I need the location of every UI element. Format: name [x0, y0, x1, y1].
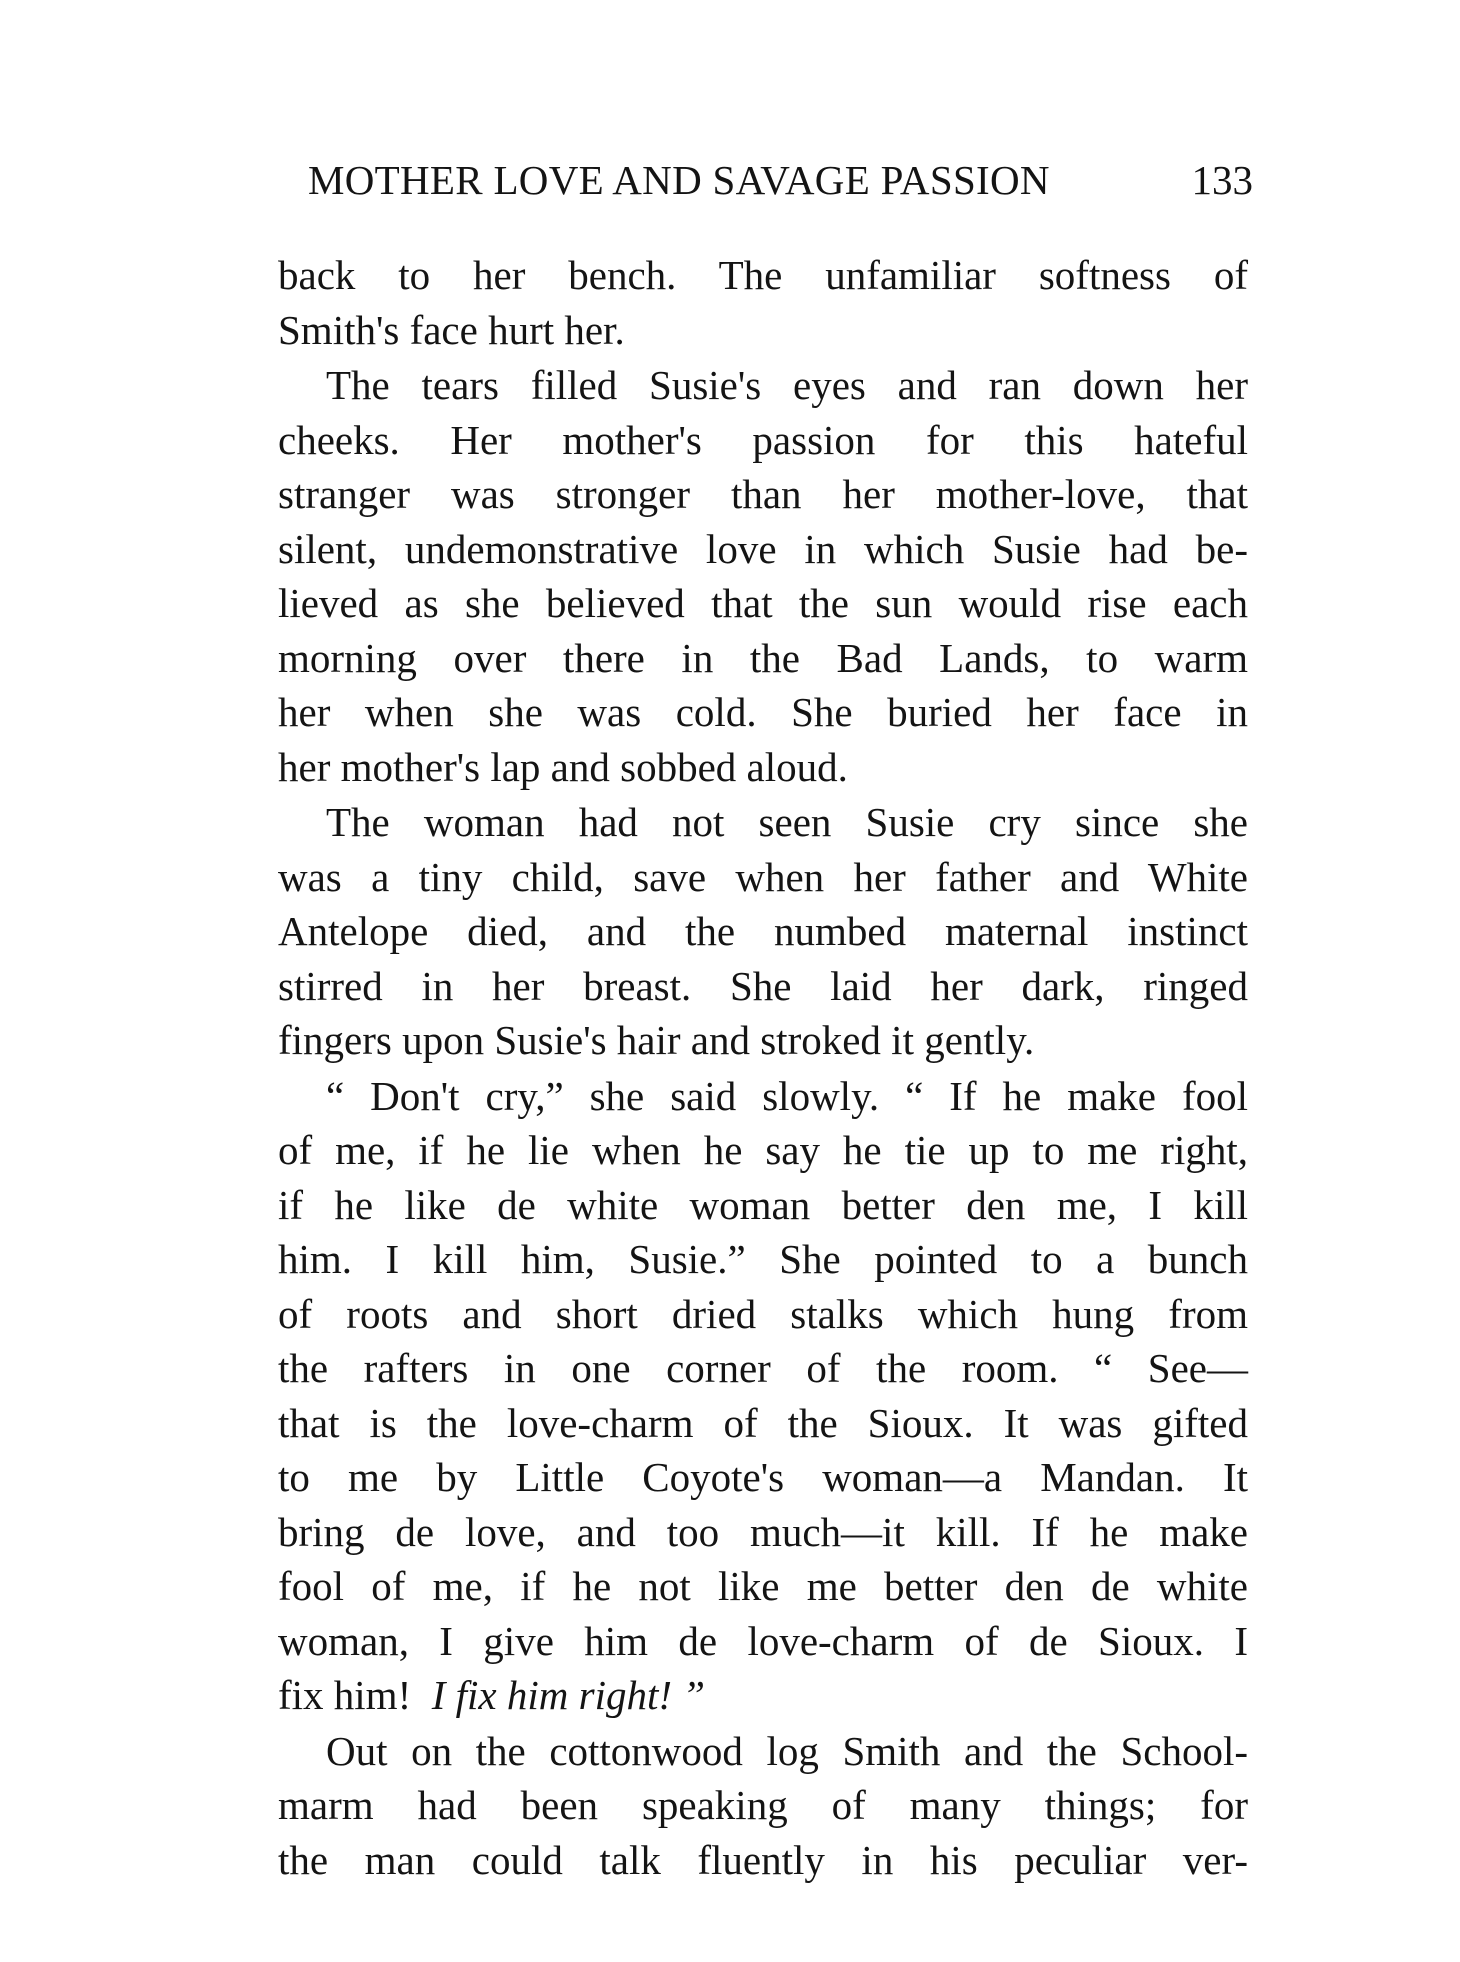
- text-line: morning over there in the Bad Lands, to warm: [278, 634, 1248, 681]
- page-number: 133: [1191, 157, 1253, 203]
- text-line: of me, if he lie when he say he tie up to me right,: [278, 1127, 1248, 1173]
- text-line: if he like de white woman better den me, I kill: [278, 1181, 1248, 1228]
- text-line: fingers upon Susie's hair and stroked it gently.: [278, 1017, 1035, 1063]
- text-line: Out on the cottonwood log Smith and the School-: [326, 1727, 1248, 1774]
- text-line: the rafters in one corner of the room. “ See—: [278, 1345, 1248, 1391]
- text-line: to me by Little Coyote's woman—a Mandan. It: [278, 1454, 1248, 1500]
- text-line: of roots and short dried stalks which hung from: [278, 1290, 1248, 1337]
- text-line: back to her bench. The unfamiliar softness of: [278, 252, 1248, 298]
- text-line: stranger was stronger than her mother-love, that: [278, 471, 1248, 517]
- running-title: MOTHER LOVE AND SAVAGE PASSION: [308, 157, 1050, 203]
- text-line: stirred in her breast. She laid her dark, ringed: [278, 962, 1248, 1009]
- text-line: Antelope died, and the numbed maternal instinct: [278, 908, 1248, 954]
- text-line: fool of me, if he not like me better den de white: [278, 1563, 1248, 1609]
- text-line: woman, I give him de love-charm of de Sioux. I: [278, 1617, 1248, 1664]
- text-line: cheeks. Her mother's passion for this hateful: [278, 416, 1248, 463]
- text-line: “ Don't cry,” she said slowly. “ If he make fool: [326, 1072, 1248, 1119]
- body-text: [278, 248, 1248, 1887]
- text-line: the man could talk fluently in his peculiar ver-: [278, 1836, 1248, 1883]
- text-line: Smith's face hurt her.: [278, 306, 625, 353]
- text-line: marm had been speaking of many things; for: [278, 1782, 1248, 1828]
- italic-text: I fix him right! ”: [431, 1672, 706, 1718]
- running-head: [308, 150, 1253, 210]
- text-line: was a tiny child, save when her father and White: [278, 853, 1248, 900]
- text-fragment: fix him!: [278, 1672, 412, 1718]
- text-line: The woman had not seen Susie cry since she: [326, 799, 1248, 845]
- text-line: that is the love-charm of the Sioux. It was gifted: [278, 1399, 1248, 1446]
- text-line: [278, 1668, 1248, 1723]
- text-line: bring de love, and too much—it kill. If he make: [278, 1508, 1248, 1555]
- text-line: lieved as she believed that the sun would rise each: [278, 580, 1248, 626]
- text-line: silent, undemonstrative love in which Susie had be-: [278, 525, 1248, 572]
- text-line: her when she was cold. She buried her face in: [278, 689, 1248, 735]
- text-line: her mother's lap and sobbed aloud.: [278, 743, 848, 790]
- text-line: him. I kill him, Susie.” She pointed to a bunch: [278, 1236, 1248, 1282]
- text-line: The tears filled Susie's eyes and ran down her: [326, 362, 1248, 408]
